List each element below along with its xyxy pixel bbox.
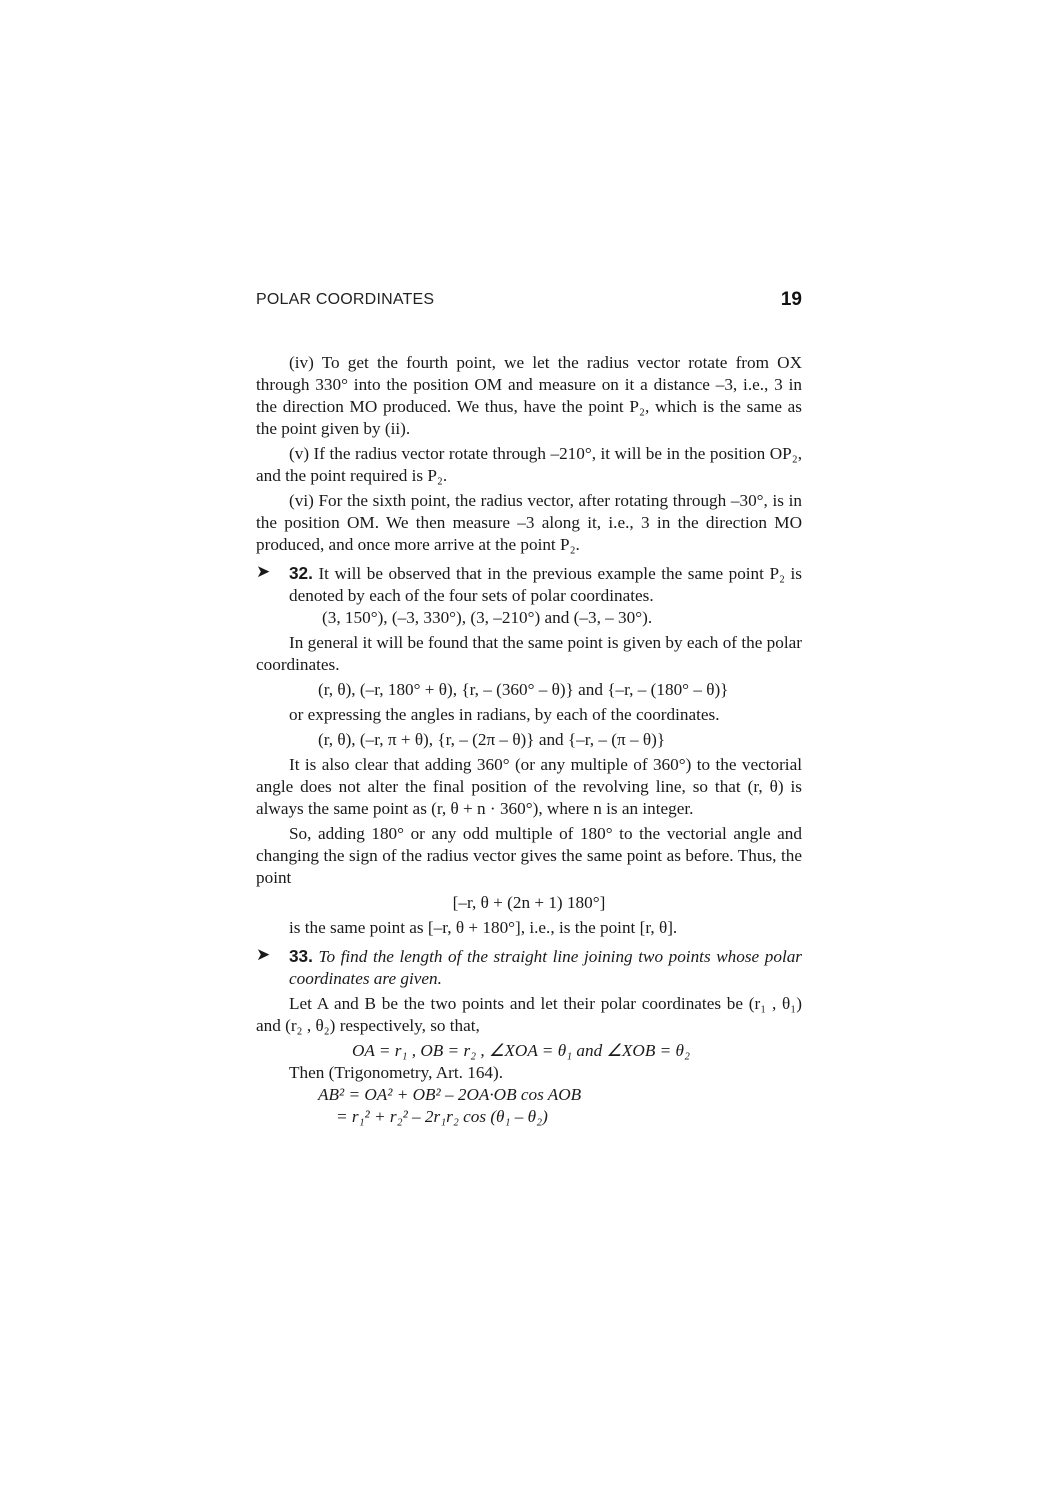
paragraph-180: So, adding 180° or any odd multiple of 180° to the vectorial angle and changing the sign of the radius vector gives the same point as before. Thus, the point [256, 824, 802, 887]
article-number: 32. [289, 563, 313, 583]
paragraph-general: In general it will be found that the same point is given by each of the polar coordinates. [256, 633, 802, 674]
paragraph-iv: (iv) To get the fourth point, we let the radius vector rotate from OX through 330° into the position OM and measure on it a distance –3, i.e., 3 in the direction MO produced. We thus, have the point P₂, which is the same as the point given by (ii). [256, 353, 802, 438]
arrowhead-icon: ➤ [256, 562, 271, 582]
article-text: It will be observed that in the previous example the same point P₂ is denoted by each of the four sets of polar coordinates. [289, 564, 802, 605]
equation-ab-squared: AB² = OA² + OB² – 2OA·OB cos AOB [318, 1085, 582, 1104]
same-point-text: is the same point as [–r, θ + 180°], i.e., is the point [r, θ]. [289, 918, 678, 937]
page-header [256, 289, 802, 313]
page-body [256, 352, 802, 1128]
then-reference: Then (Trigonometry, Art. 164). [289, 1063, 504, 1082]
general-formula: (r, θ), (–r, 180° + θ), {r, – (360° – θ)} and {–r, – (180° – θ)} [318, 680, 729, 699]
paragraph-360: It is also clear that adding 360° (or any multiple of 360°) to the vectorial angle does not alter the final position of the revolving line, so that (r, θ) is always the same point as (r, θ + n · 360°), where n is an integer. [256, 755, 802, 818]
equation-ab-expanded: = r₁² + r₂² – 2r₁r₂ cos (θ₁ – θ₂) [336, 1107, 548, 1126]
paragraph-v: (v) If the radius vector rotate through –210°, it will be in the position OP₂, and the point required is P₂. [256, 444, 802, 485]
article-title: To find the length of the straight line joining two points whose polar coordinates are given. [289, 947, 802, 988]
article-number: 33. [289, 946, 313, 966]
article-32 [256, 562, 802, 629]
coordinate-sets: (3, 150°), (–3, 330°), (3, –210°) and (–3, – 30°). [322, 608, 653, 627]
running-title: POLAR COORDINATES [256, 291, 435, 308]
paragraph-vi: (vi) For the sixth point, the radius vector, after rotating through –30°, is in the position OM. We then measure –3 along it, i.e., 3 in the direction MO produced, and once more arrive at the point P₂. [256, 491, 802, 554]
article-33 [256, 945, 802, 990]
radians-formula: (r, θ), (–r, π + θ), {r, – (2π – θ)} and {–r, – (π – θ)} [318, 730, 666, 749]
paragraph-let: Let A and B be the two points and let their polar coordinates be (r₁ , θ₁) and (r₂ , θ₂) respectively, so that, [256, 994, 802, 1035]
page-number: 19 [780, 289, 802, 310]
radians-text: or expressing the angles in radians, by each of the coordinates. [289, 705, 720, 724]
equation-definitions: OA = r₁ , OB = r₂ , ∠XOA = θ₁ and ∠XOB = θ₂ [352, 1041, 690, 1060]
arrowhead-icon: ➤ [256, 945, 271, 965]
point-formula: [–r, θ + (2n + 1) 180°] [452, 893, 606, 912]
